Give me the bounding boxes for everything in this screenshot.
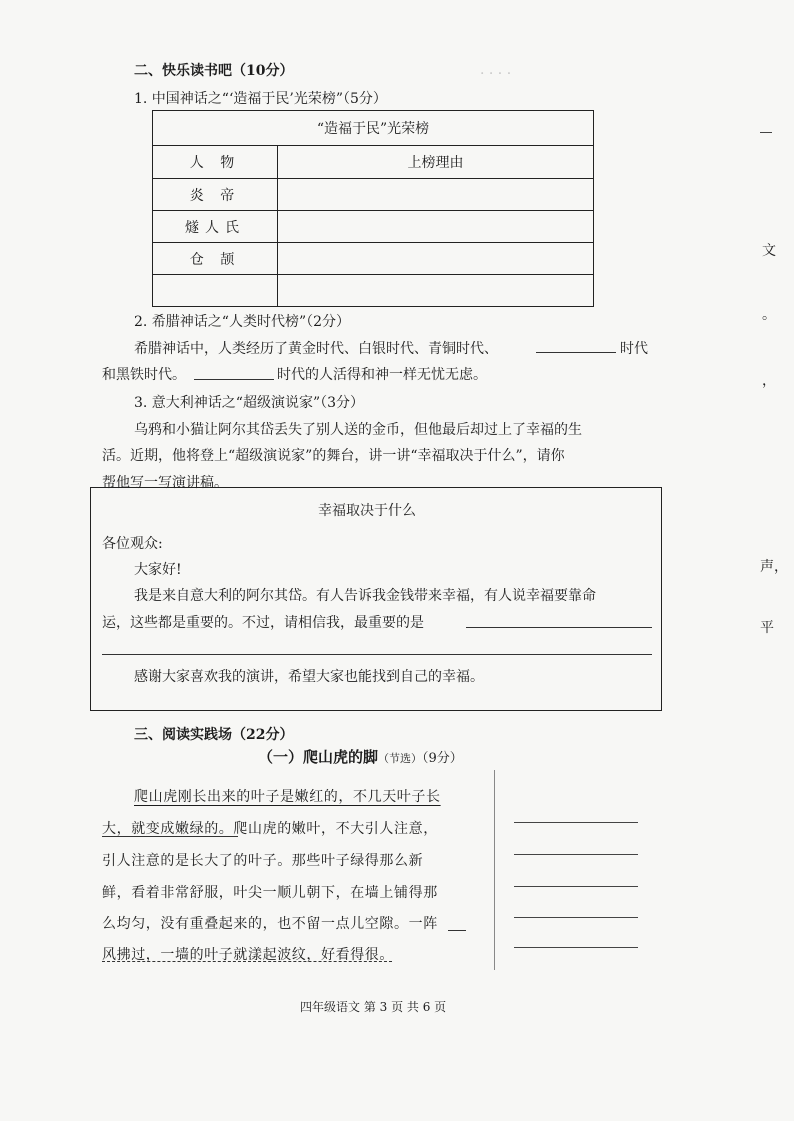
passage-line-5: 么均匀，没有重叠起来的，也不留一点儿空隙。一阵 — [102, 916, 438, 932]
q1-label: 1. 中国神话之“‘造福于民’光荣榜”（5分） — [134, 91, 387, 107]
passage-underline-6 — [102, 961, 392, 962]
q2-line1-before: 希腊神话中，人类经历了黄金时代、白银时代、青铜时代、 — [134, 341, 498, 357]
q3-label: 3. 意大利神话之“超级演说家”（3分） — [134, 395, 365, 411]
row-person: 仓 颉 — [153, 243, 278, 275]
passage-line-2: 大，就变成嫩绿的。爬山虎的嫩叶，不大引人注意， — [102, 821, 438, 837]
q2-line2-after: 时代的人活得和神一样无忧无虑。 — [277, 367, 487, 383]
speech-blank-1[interactable] — [466, 627, 652, 628]
answer-cell[interactable] — [278, 243, 594, 275]
passage-line-3: 引人注意的是长大了的叶子。那些叶子绿得那么新 — [102, 853, 424, 869]
margin-mark: 声， — [760, 559, 788, 575]
q2-blank-2[interactable] — [194, 379, 274, 380]
q2-line2-before: 和黑铁时代。 — [102, 367, 186, 383]
q2-blank-1[interactable] — [536, 352, 616, 353]
row-person: 燧人氏 — [153, 211, 278, 243]
row-person: 炎 帝 — [153, 179, 278, 211]
passage-divider — [494, 770, 495, 970]
q3-paragraph-1: 乌鸦和小猫让阿尔其岱丢失了别人送的金币，但他最后却过上了幸福的生 — [134, 422, 582, 438]
col-person: 人 物 — [153, 146, 278, 179]
speech-hello: 大家好! — [134, 562, 182, 578]
answer-cell[interactable] — [278, 211, 594, 243]
passage-note: （节选） — [378, 752, 423, 765]
speech-body-1: 我是来自意大利的阿尔其岱。有人告诉我金钱带来幸福，有人说幸福要靠命 — [134, 588, 596, 604]
passage-line-6: 风拂过，一墙的叶子就漾起波纹，好看得很。 — [102, 947, 394, 963]
annotation-line[interactable] — [514, 854, 638, 855]
margin-mark: 平 — [760, 620, 774, 636]
annotation-line[interactable] — [514, 822, 638, 823]
speech-title: 幸福取决于什么 — [318, 503, 416, 519]
bleed-text: · · · · — [480, 66, 512, 82]
passage-title-text: （一）爬山虎的脚 — [258, 748, 379, 766]
speech-body-2: 运，这些都是重要的。不过，请相信我，最重要的是 — [102, 615, 424, 631]
passage-title — [258, 746, 463, 767]
section2-heading: 二、快乐读书吧（10分） — [134, 63, 294, 79]
answer-cell[interactable] — [278, 275, 594, 307]
annotation-line[interactable] — [514, 917, 638, 918]
margin-mark: ， — [762, 373, 776, 389]
passage-line-4: 鲜，看着非常舒服，叶尖一顺儿朝下，在墙上铺得那 — [102, 885, 438, 901]
margin-mark-line — [760, 132, 772, 133]
answer-cell[interactable] — [278, 179, 594, 211]
q2-line1-after: 时代 — [620, 341, 648, 357]
passage-underline-2 — [102, 836, 238, 837]
q2-label: 2. 希腊神话之“人类时代榜”（2分） — [134, 314, 351, 330]
passage-underline-5 — [448, 930, 466, 931]
annotation-line[interactable] — [514, 886, 638, 887]
honor-table — [152, 110, 594, 307]
passage-line-1: 爬山虎刚长出来的叶子是嫩红的，不几天叶子长 — [134, 789, 441, 805]
q3-paragraph-2: 活。近期，他将登上“超级演说家”的舞台，讲一讲“幸福取决于什么”，请你 — [102, 448, 565, 464]
row-person — [153, 275, 278, 307]
annotation-line[interactable] — [514, 947, 638, 948]
speech-greeting: 各位观众: — [102, 536, 163, 552]
passage-points: （9分） — [422, 751, 463, 766]
speech-blank-2[interactable] — [102, 654, 652, 655]
speech-closing: 感谢大家喜欢我的演讲，希望大家也能找到自己的幸福。 — [134, 669, 484, 685]
q3-paragraph-3: 帮他写一写演讲稿。 — [102, 475, 228, 491]
margin-mark: 文 — [762, 243, 776, 259]
col-reason: 上榜理由 — [278, 146, 594, 179]
table-title: “造福于民”光荣榜 — [153, 111, 594, 146]
margin-mark: 。 — [762, 307, 776, 323]
page-footer: 四年级语文 第 3 页 共 6 页 — [300, 1000, 447, 1014]
section3-heading: 三、阅读实践场（22分） — [134, 727, 294, 743]
